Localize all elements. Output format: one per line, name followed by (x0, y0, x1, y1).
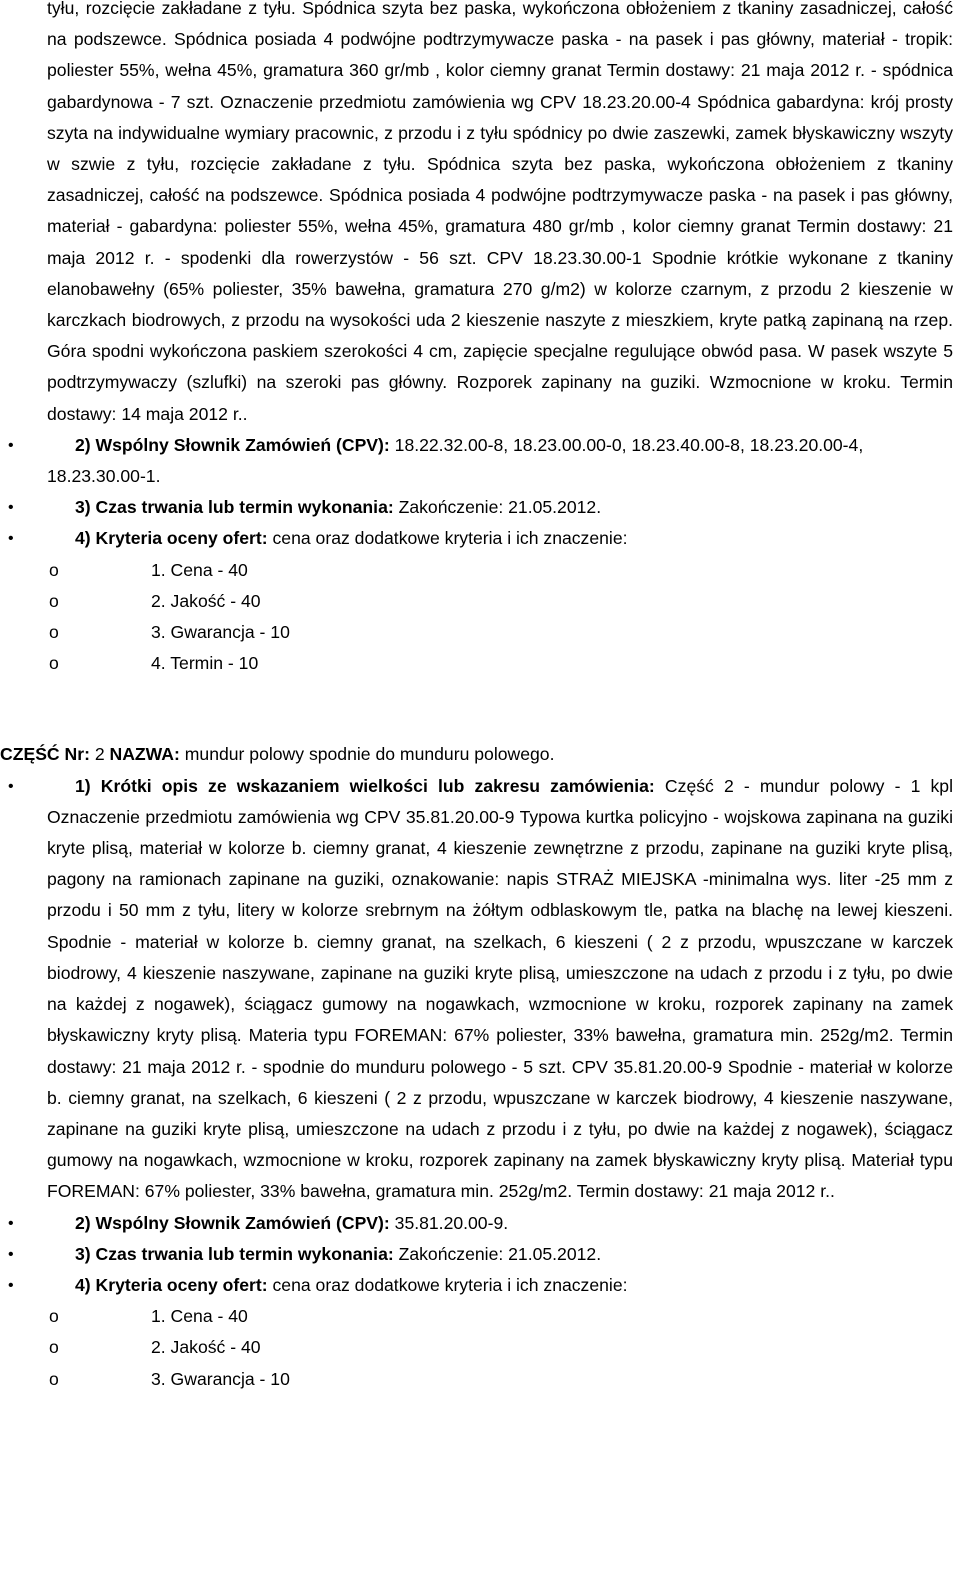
duration-value: Zakończenie: 21.05.2012. (393, 497, 602, 518)
sub-bullet-glyph: o (49, 1337, 59, 1358)
sub-bullet-glyph: o (49, 1306, 59, 1327)
bullet-glyph: • (8, 777, 14, 795)
part1-criteria-item (0, 523, 953, 554)
sub-bullet-glyph: o (49, 1368, 59, 1389)
criteria-value: cena oraz dodatkowe kryteria i ich znaczenie: (267, 528, 628, 549)
cpv-value: 35.81.20.00-9. (389, 1212, 509, 1233)
sub-bullet-glyph: o (49, 653, 59, 674)
part2-duration-item (0, 1239, 953, 1270)
description-value: Część 2 - mundur polowy - 1 kpl Oznaczenie przedmiotu zamówienia wg CPV 35.81.20.00-9 Typowa kurtka policyjno - wojskowa zapinana na guziki kryte plisą, materiał w kolorze b. ciemny granat, 4 kieszenie zewnętrzne z przodu, zapinane na guziki kryte plisą, pagony na ramionach zapinane na guziki, oznakowanie: napis STRAŻ MIEJSKA -minimalna wys. liter -25 mm z przodu i 50 mm z tyłu, litery w kolorze srebrnym na żółtym odblaskowym tle, patka na blachę na lewej kieszeni. Spodnie - materiał w kolorze b. ciemny granat, na szelkach, 6 kieszeni ( 2 z przodu, wpuszczane w karczek biodrowy, 4 kieszenie naszywane, zapinane na guziki kryte plisą, umieszczone na udach z przodu i z tyłu, po dwie na każdej z nogawek), ściągacz gumowy na nogawkach, wzmocnione w kroku, rozporek zapinany na zamek błyskawiczny kryty plisą. Materia typu FOREMAN: 67% poliester, 33% bawełna, gramatura min. 252g/m2. Termin dostawy: 21 maja 2012 r. - spodnie do munduru polowego - 5 szt. CPV 35.81.20.00-9 Spodnie - materiał w kolorze b. ciemny granat, na szelkach, 6 kieszeni ( 2 z przodu, wpuszczane w karczek biodrowy, 4 kieszenie naszywane, zapinane na guziki kryte plisą, umieszczone na udach z przodu i z tyłu, po dwie na każdej z nogawek), ściągacz gumowy na nogawkach, wzmocnione w kroku, rozporek zapinany na zamek błyskawiczny kryty plisą. Materiał typu FOREMAN: 67% poliester, 33% bawełna, gramatura min. 252g/m2. Termin dostawy: 21 maja 2012 r.. (47, 775, 953, 1202)
description-label: 1) Krótki opis ze wskazaniem wielkości lub zakresu zamówienia: (75, 775, 655, 796)
criteria-label: 4) Kryteria oceny ofert: (75, 528, 268, 549)
sub-bullet-glyph: o (49, 622, 59, 643)
criteria-entry: o 3. Gwarancja - 10 (0, 1364, 960, 1395)
criteria-label: 4) Kryteria oceny ofert: (75, 1274, 268, 1295)
bullet-glyph: • (8, 436, 14, 454)
part2-heading: CZĘŚĆ Nr: 2 NAZWA: mundur polowy spodnie do munduru polowego. (0, 744, 555, 765)
cpv-label: 2) Wspólny Słownik Zamówień (CPV): (75, 1212, 390, 1233)
part2-cpv-item (0, 1208, 953, 1239)
part2-bullet-list (0, 771, 960, 1301)
sub-bullet-glyph: o (49, 559, 59, 580)
section-spacer (0, 679, 960, 739)
cpv-label: 2) Wspólny Słownik Zamówień (CPV): (75, 434, 390, 455)
bullet-glyph: • (8, 1245, 14, 1263)
bullet-glyph: • (8, 1276, 14, 1294)
part2-criteria-item (0, 1270, 953, 1301)
criteria-entry: o 1. Cena - 40 (0, 555, 960, 586)
criteria-entry: o 3. Gwarancja - 10 (0, 617, 960, 648)
criteria-entry: o 1. Cena - 40 (0, 1301, 960, 1332)
criteria-entry: o 2. Jakość - 40 (0, 586, 960, 617)
part2-description-item (0, 771, 953, 1208)
part1-bullet-list (0, 430, 960, 555)
part1-duration-item (0, 492, 953, 523)
duration-label: 3) Czas trwania lub termin wykonania: (75, 1243, 394, 1264)
part2-criteria-list (0, 1301, 960, 1395)
bullet-glyph: • (8, 530, 14, 548)
cpv-value: 18.22.32.00-8, 18.23.00.00-0, 18.23.40.00-8, 18.23.20.00-4, 18.23.30.00-1. (47, 434, 864, 487)
body-paragraph: tyłu, rozcięcie zakładane z tyłu. Spódnica szyta bez paska, wykończona obłożeniem z tkaniny zasadniczej, całość na podszewce. Spódnica posiada 4 podwójne podtrzymywacze paska - na pasek i pas główny, materiał - tropik: poliester 55%, wełna 45%, gramatura 360 gr/mb , kolor ciemny granat Termin dostawy: 21 maja 2012 r. - spódnica gabardynowa - 7 szt. Oznaczenie przedmiotu zamówienia wg CPV 18.23.20.00-4 Spódnica gabardyna: krój prosty szyta na indywidualne wymiary pracownic, z przodu i z tyłu spódnicy po dwie zaszewki, zamek błyskawiczny wszyty w szwie z tyłu, rozcięcie zakładane z tyłu. Spódnica szyta bez paska, wykończona obłożeniem z tkaniny zasadniczej, całość na podszewce. Spódnica posiada 4 podwójne podtrzymywacze paska - na pasek i pas główny, materiał - gabardyna: poliester 55%, wełna 45%, gramatura 480 gr/mb , kolor ciemny granat Termin dostawy: 21 maja 2012 r. - spodenki dla rowerzystów - 56 szt. CPV 18.23.30.00-1 Spodnie krótkie wykonane z tkaniny elanobawełny (65% poliester, 35% bawełna, gramatura 270 g/m2) w kolorze czarnym, z przodu 2 kieszenie w karczkach biodrowych, z przodu na wysokości uda 2 kieszenie naszyte z mieszkiem, kryte patką zapinaną na rzep. Góra spodni wykończona paskiem szerokości 4 cm, zapięcie specjalne regulujące obwód pasa. W pasek wszyte 5 podtrzymywaczy (szlufki) na szeroki pas główny. Rozporek zapinany na guziki. Wzmocnione w kroku. Termin dostawy: 14 maja 2012 r.. (47, 0, 953, 424)
criteria-value: cena oraz dodatkowe kryteria i ich znaczenie: (267, 1274, 628, 1295)
criteria-entry: o 2. Jakość - 40 (0, 1332, 960, 1363)
bullet-glyph: • (8, 1214, 14, 1232)
duration-value: Zakończenie: 21.05.2012. (393, 1243, 602, 1264)
criteria-entry: o 4. Termin - 10 (0, 648, 960, 679)
part1-criteria-list (0, 555, 960, 680)
duration-label: 3) Czas trwania lub termin wykonania: (75, 497, 394, 518)
part1-cpv-item (0, 430, 953, 492)
sub-bullet-glyph: o (49, 590, 59, 611)
bullet-glyph: • (8, 499, 14, 517)
